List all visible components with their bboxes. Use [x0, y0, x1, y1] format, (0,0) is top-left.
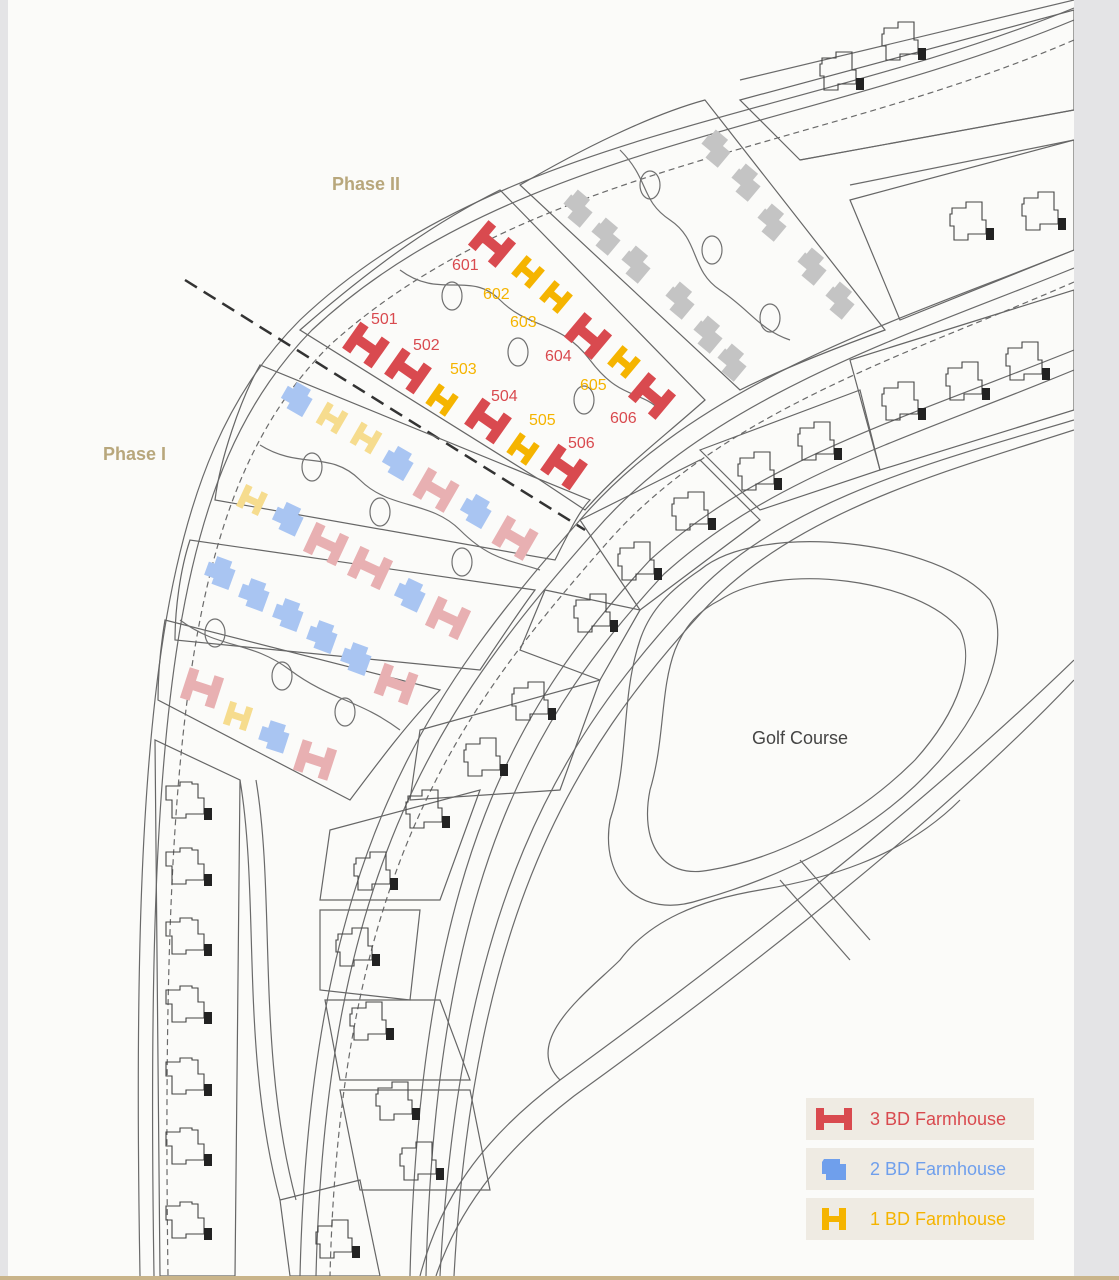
farmhouse-605[interactable]: [607, 345, 641, 379]
farmhouse-a6[interactable]: [457, 491, 495, 529]
villa-gray-1[interactable]: [558, 188, 597, 227]
villa-annex-25: [204, 1012, 212, 1024]
farmhouse-b2[interactable]: [269, 499, 306, 536]
unit-label-506: 506: [568, 435, 595, 452]
villa-outline-8: [738, 452, 774, 490]
farmhouse-b4[interactable]: [347, 546, 393, 590]
villa-gray-6[interactable]: [712, 342, 751, 381]
farmhouse-2bd-icon: [814, 1156, 854, 1182]
farmhouse-d3[interactable]: [256, 718, 291, 753]
farmhouse-a5[interactable]: [412, 467, 459, 513]
villa-outline-9: [798, 422, 834, 460]
villa-annex-18: [386, 1028, 394, 1040]
villa-outline-25: [166, 986, 204, 1022]
villa-outline-19: [376, 1082, 412, 1120]
villa-outline-20: [400, 1142, 436, 1180]
villa-outline-27: [166, 1128, 204, 1164]
unit-label-505: 505: [529, 412, 556, 429]
unit-label-601: 601: [452, 257, 479, 274]
villa-annex-15: [442, 816, 450, 828]
farmhouse-c3[interactable]: [270, 596, 306, 632]
villa-gray-2[interactable]: [586, 216, 625, 255]
villa-gray-10[interactable]: [792, 246, 831, 285]
page-bottom-edge: [0, 1276, 1119, 1280]
villa-annex-2: [918, 48, 926, 60]
block-outlines: [155, 10, 1074, 1276]
villa-annex-21: [352, 1246, 360, 1258]
farmhouse-b1[interactable]: [236, 484, 268, 516]
unit-label-501: 501: [371, 311, 398, 328]
phase-i-label: Phase I: [103, 444, 167, 464]
villa-annex-24: [204, 944, 212, 956]
farmhouse-d4[interactable]: [293, 739, 337, 781]
villa-outline-3: [950, 202, 986, 240]
villa-gray-3[interactable]: [616, 244, 655, 283]
villa-annex-20: [436, 1168, 444, 1180]
phase-ii-label: Phase II: [332, 174, 401, 194]
villa-outline-18: [350, 1002, 386, 1040]
villa-outline-28: [166, 1202, 204, 1238]
villa-outline-2: [882, 22, 918, 60]
farmhouse-c5[interactable]: [338, 640, 374, 676]
villa-outline-10: [672, 492, 708, 530]
villa-annex-19: [412, 1108, 420, 1120]
villa-gray-7[interactable]: [696, 128, 735, 167]
farmhouse-3bd-icon: [814, 1106, 854, 1132]
legend-label-2bd: 2 BD Farmhouse: [870, 1158, 1007, 1179]
legend-item-1bd: [806, 1198, 1034, 1240]
unit-label-604: 604: [545, 348, 572, 365]
villa-annex-23: [204, 874, 212, 886]
legend-label-1bd: 1 BD Farmhouse: [870, 1208, 1007, 1229]
villa-outline-22: [166, 782, 204, 818]
farmhouse-a4[interactable]: [379, 443, 417, 481]
villa-outline-14: [464, 738, 500, 776]
legend: [806, 1098, 1034, 1248]
villa-gray-11[interactable]: [820, 280, 859, 319]
unit-label-502: 502: [413, 337, 440, 354]
villa-outline-5: [882, 382, 918, 420]
villa-annex-14: [500, 764, 508, 776]
farmhouse-505[interactable]: [506, 432, 539, 465]
farmhouse-1bd-icon: [814, 1206, 854, 1232]
villa-outline-4: [1022, 192, 1058, 230]
farmhouse-c6[interactable]: [374, 663, 419, 705]
farmhouse-c4[interactable]: [304, 618, 340, 654]
villa-outlines: [166, 22, 1066, 1258]
villa-annex-6: [982, 388, 990, 400]
villa-outline-13: [512, 682, 548, 720]
villa-annex-10: [708, 518, 716, 530]
farmhouse-b6[interactable]: [425, 596, 471, 640]
villa-annex-9: [834, 448, 842, 460]
villa-annex-16: [390, 878, 398, 890]
legend-label-3bd: 3 BD Farmhouse: [870, 1108, 1007, 1129]
farmhouse-603[interactable]: [539, 280, 573, 314]
villa-annex-12: [610, 620, 618, 632]
villa-outline-6: [946, 362, 982, 400]
legend-item-2bd: [806, 1148, 1034, 1190]
villa-outline-21: [316, 1220, 352, 1258]
villa-outline-1: [820, 52, 856, 90]
villa-annex-11: [654, 568, 662, 580]
masterplan-map: [8, 0, 1074, 1276]
villa-annex-1: [856, 78, 864, 90]
masterplan-sheet: [8, 0, 1074, 1276]
unit-label-603: 603: [510, 314, 537, 331]
farmhouse-a3[interactable]: [350, 422, 383, 455]
villa-annex-27: [204, 1154, 212, 1166]
farmhouse-602[interactable]: [511, 255, 545, 289]
villa-gray-9[interactable]: [752, 202, 791, 241]
villa-annex-22: [204, 808, 212, 820]
villa-annex-7: [1042, 368, 1050, 380]
villa-gray-8[interactable]: [726, 162, 765, 201]
villa-annex-8: [774, 478, 782, 490]
villa-gray-4[interactable]: [660, 280, 699, 319]
farmhouse-a7[interactable]: [491, 515, 538, 561]
unit-label-606: 606: [610, 410, 637, 427]
villa-outline-24: [166, 918, 204, 954]
villa-outline-23: [166, 848, 204, 884]
unit-label-605: 605: [580, 377, 607, 394]
villa-annex-5: [918, 408, 926, 420]
unit-label-602: 602: [483, 286, 510, 303]
villa-annex-28: [204, 1228, 212, 1240]
farmhouse-a2[interactable]: [316, 402, 349, 435]
villa-annex-3: [986, 228, 994, 240]
farmhouse-d2[interactable]: [223, 701, 253, 731]
unit-label-503: 503: [450, 361, 477, 378]
farmhouse-a1[interactable]: [278, 379, 316, 417]
villa-annex-4: [1058, 218, 1066, 230]
villa-outline-26: [166, 1058, 204, 1094]
villa-outline-15: [406, 790, 442, 828]
road-network: [138, 0, 1074, 1276]
farmhouse-c2[interactable]: [236, 576, 272, 612]
villa-annex-13: [548, 708, 556, 720]
unit-label-504: 504: [491, 388, 518, 405]
legend-item-3bd: [806, 1098, 1034, 1140]
villa-annex-17: [372, 954, 380, 966]
golf-course-label: Golf Course: [752, 728, 849, 748]
villa-annex-26: [204, 1084, 212, 1096]
villa-outline-17: [336, 928, 372, 966]
farmhouse-b5[interactable]: [391, 575, 428, 612]
